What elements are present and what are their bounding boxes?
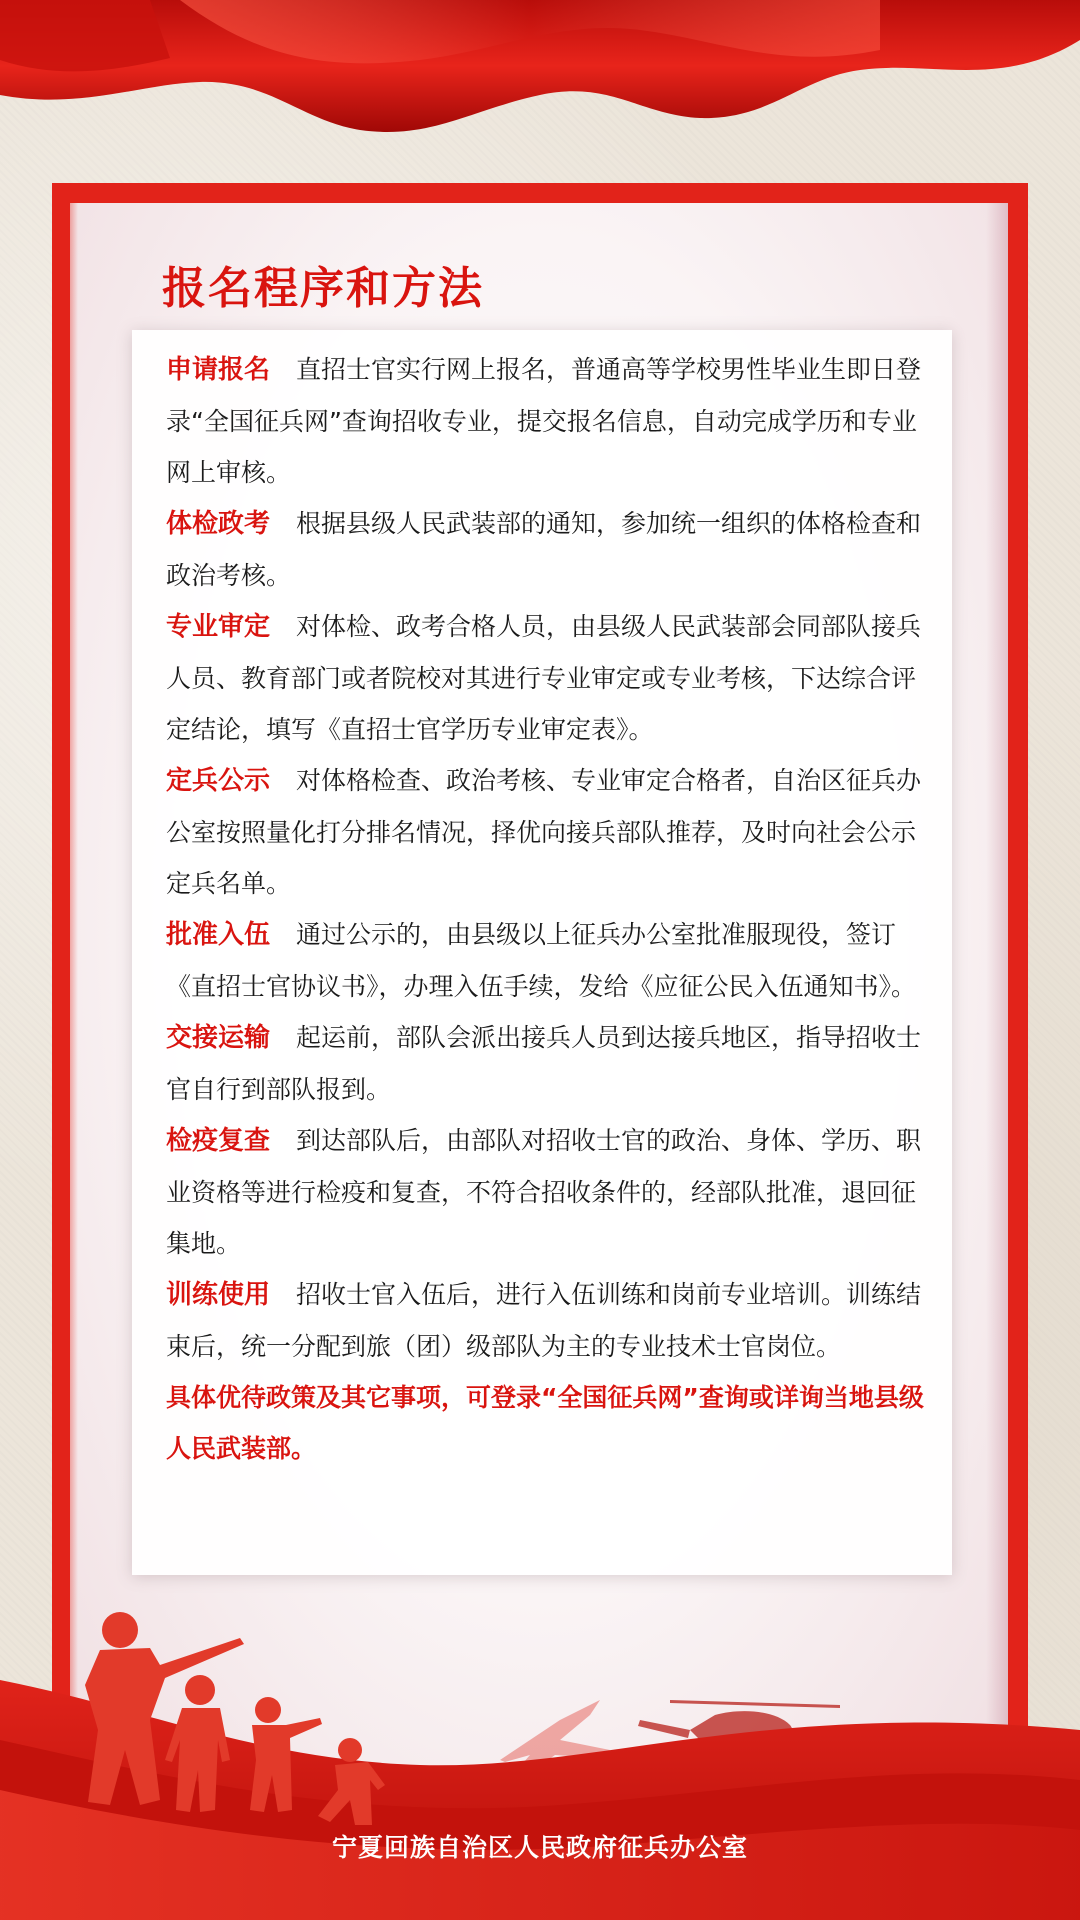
procedure-item-apply [166,344,924,498]
procedure-text: 招收士官入伍后，进行入伍训练和岗前专业培训。训练结束后，统一分配到旅（团）级部队为主的专业技术士官岗位。 [166,1280,922,1361]
content-card [132,330,952,1575]
procedure-item-training [166,1269,924,1372]
procedure-text: 对体检、政考合格人员，由县级人民武装部会同部队接兵人员、教育部门或者院校对其进行专业审定或专业考核，下达综合评定结论，填写《直招士官学历专业审定表》。 [166,612,922,744]
procedure-text: 根据县级人民武装部的通知，参加统一组织的体格检查和政治考核。 [166,509,922,590]
procedure-title: 定兵公示 [166,766,271,796]
issuing-organization: 宁夏回族自治区人民政府征兵办公室 [331,1833,748,1862]
military-silhouette-banner [0,1590,1080,1920]
procedure-title: 批准入伍 [166,920,271,950]
page-title: 报名程序和方法 [162,263,484,314]
procedure-title: 体检政考 [166,509,271,539]
contact-note: 具体优待政策及其它事项，可登录“全国征兵网”查询或详询当地县级人民武装部。 [166,1383,924,1463]
red-silk-drape-decoration [0,0,1080,150]
procedure-text: 通过公示的，由县级以上征兵办公室批准服现役，签订《直招士官协议书》，办理入伍手续，发给《应征公民入伍通知书》。 [166,920,917,1001]
procedure-text: 到达部队后，由部队对招收士官的政治、身体、学历、职业资格等进行检疫和复查，不符合招收条件的，经部队批准，退回征集地。 [166,1126,922,1258]
procedure-text: 起运前，部队会派出接兵人员到达接兵地区，指导招收士官自行到部队报到。 [166,1023,922,1104]
procedure-title: 检疫复查 [166,1126,271,1156]
procedure-item-publicity [166,755,924,909]
procedure-item-transport [166,1012,924,1115]
procedure-text: 直招士官实行网上报名，普通高等学校男性毕业生即日登录“全国征兵网”查询招收专业，提交报名信息，自动完成学历和专业网上审核。 [166,355,922,487]
procedure-text: 对体格检查、政治考核、专业审定合格者，自治区征兵办公室按照量化打分排名情况，择优向接兵部队推荐，及时向社会公示定兵名单。 [166,766,922,898]
content-body [166,344,924,1474]
procedure-item-quarantine-recheck [166,1115,924,1269]
procedure-title: 专业审定 [166,612,271,642]
procedure-item-enlistment [166,909,924,1012]
procedure-item-physical-exam [166,498,924,601]
procedure-item-major-review [166,601,924,755]
procedure-title: 交接运输 [166,1023,271,1053]
procedure-title: 训练使用 [166,1280,271,1310]
procedure-title: 申请报名 [166,355,271,385]
